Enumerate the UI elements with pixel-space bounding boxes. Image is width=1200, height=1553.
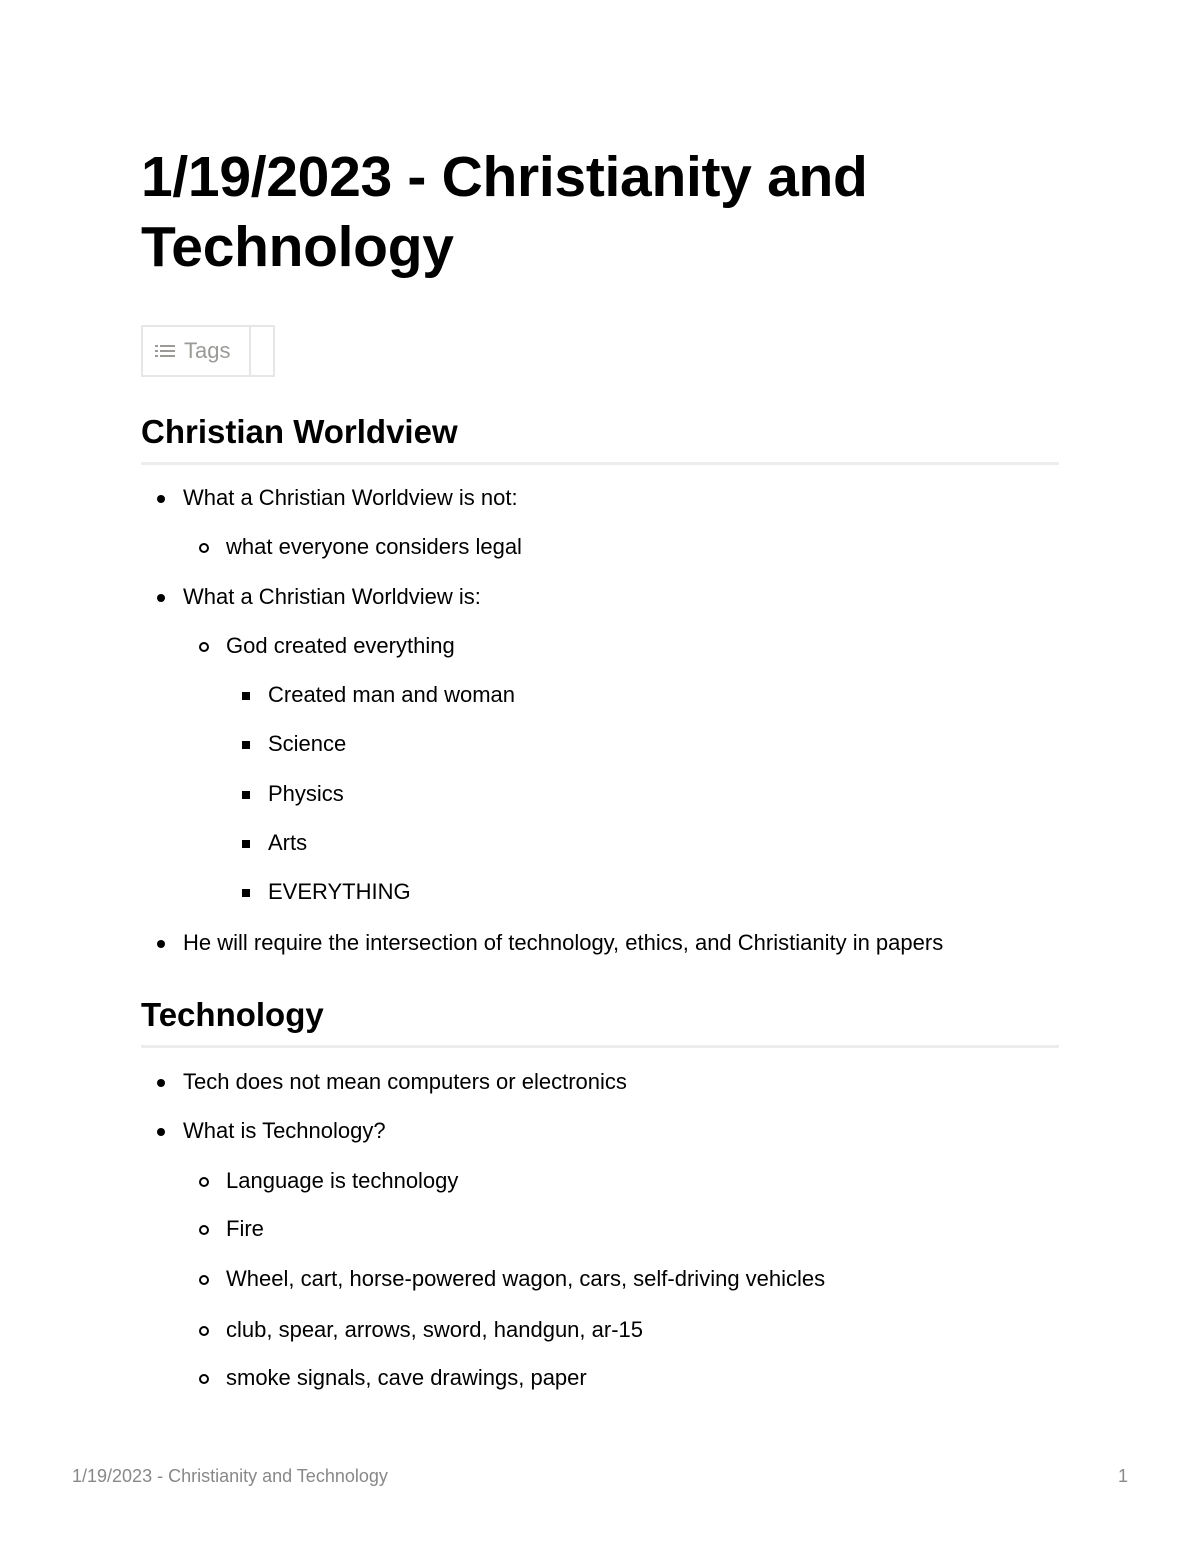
bullet-square — [242, 889, 250, 897]
bullet-dot — [157, 594, 165, 602]
bullet-circle — [199, 1177, 209, 1187]
bullet-circle — [199, 642, 209, 652]
list-item: Tech does not mean computers or electronics — [183, 1069, 627, 1094]
bullet-square — [242, 791, 250, 799]
list-item: God created everything — [226, 633, 455, 658]
list-item: EVERYTHING — [268, 879, 411, 904]
bullet-square — [242, 692, 250, 700]
list-item: what everyone considers legal — [226, 534, 522, 559]
bullet-square — [242, 840, 250, 848]
page-title: 1/19/2023 - Christianity and Technology — [141, 145, 868, 279]
list-item: Physics — [268, 781, 344, 806]
list-item: smoke signals, cave drawings, paper — [226, 1365, 587, 1390]
tags-label-cell — [143, 327, 251, 375]
list-item: Arts — [268, 830, 308, 855]
list-item: Science — [268, 731, 347, 756]
bullet-circle — [199, 1374, 209, 1384]
footer-title: 1/19/2023 - Christianity and Technology — [72, 1466, 388, 1486]
bullet-circle — [199, 1275, 209, 1285]
bullet-circle — [199, 543, 209, 553]
list-item: Created man and woman — [268, 682, 516, 707]
list-item: What a Christian Worldview is: — [183, 584, 481, 609]
list-icon — [155, 344, 175, 358]
list-item: Language is technology — [226, 1168, 459, 1193]
list-item: Fire — [226, 1216, 264, 1241]
bullet-circle — [199, 1326, 209, 1336]
list-item: What a Christian Worldview is not: — [183, 485, 518, 510]
list-item: club, spear, arrows, sword, handgun, ar-15 — [226, 1317, 644, 1342]
bullet-dot — [157, 1128, 165, 1136]
list-item: What is Technology? — [183, 1118, 386, 1143]
section-heading-christian-worldview: Christian Worldview — [141, 412, 1059, 465]
bullet-circle — [199, 1225, 209, 1235]
tags-label: Tags — [184, 338, 231, 363]
page-number: 1 — [1117, 1466, 1128, 1486]
bullet-dot — [157, 940, 165, 948]
bullet-dot — [157, 495, 165, 503]
tags-property[interactable] — [141, 325, 275, 377]
list-item: He will require the intersection of technology, ethics, and Christianity in papers — [183, 930, 944, 955]
bullet-square — [242, 741, 250, 749]
list-item: Wheel, cart, horse-powered wagon, cars, self-driving vehicles — [226, 1266, 826, 1291]
section-heading-technology: Technology — [141, 995, 1059, 1048]
bullet-dot — [157, 1079, 165, 1087]
